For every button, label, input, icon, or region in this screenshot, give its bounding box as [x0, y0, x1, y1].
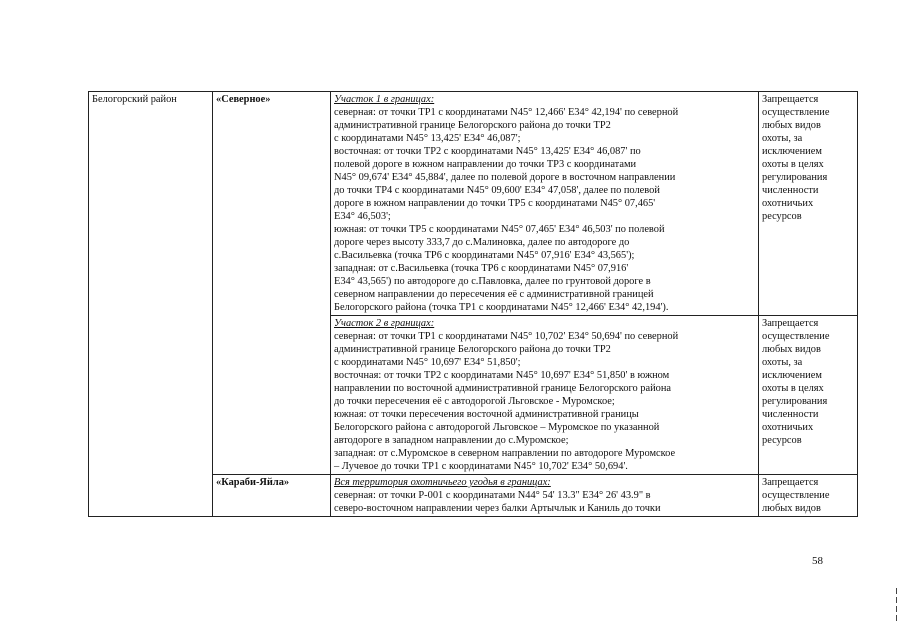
boundary-line: южная: от точки пересечения восточной административной границы: [334, 409, 639, 420]
restriction-line: охоты в целях: [762, 159, 824, 170]
restriction-line: осуществление: [762, 490, 830, 501]
boundary-line: дороге в южном направлении до точки ТР5 с координатами N45° 07,465': [334, 198, 656, 209]
restriction-cell: [759, 316, 858, 475]
boundary-line: с координатами N45° 13,425' E34° 46,087';: [334, 133, 521, 144]
restriction-cell: [759, 92, 858, 316]
boundary-line: полевой дороге в южном направлении до точки ТР3 с координатами: [334, 159, 637, 170]
boundary-line: административной границе Белогорского района до точки ТР2: [334, 120, 611, 131]
boundary-line: до точки ТР4 с координатами N45° 09,600' E34° 47,058', далее по полевой: [334, 185, 660, 196]
boundary-line: N45° 09,674' E34° 45,884', далее по полевой дороге в восточном направлении: [334, 172, 676, 183]
boundary-line: E34° 46,503';: [334, 211, 391, 222]
restriction-line: любых видов: [762, 120, 821, 131]
restriction-line: охоты, за: [762, 133, 803, 144]
boundary-description: [331, 92, 759, 316]
section-title: Участок 1 в границах:: [334, 94, 435, 105]
boundary-line: E34° 43,565') по автодороге до с.Павловка, далее по грунтовой дороге в: [334, 276, 651, 287]
restriction-line: численности: [762, 409, 819, 420]
restriction-line: регулирования: [762, 172, 828, 183]
restriction-line: осуществление: [762, 331, 830, 342]
boundary-line: дороге через высоту 333,7 до с.Малиновка, далее по автодороге до: [334, 237, 630, 248]
boundary-line: северная: от точки ТР1 с координатами N45° 12,466' E34° 42,194' по северной: [334, 107, 679, 118]
restriction-line: исключением: [762, 370, 822, 381]
boundary-line: Белогорского района с автодорогой Льговское – Муромское по указанной: [334, 422, 660, 433]
restriction-line: любых видов: [762, 344, 821, 355]
scan-edge-marks: [893, 585, 899, 625]
restriction-line: охоты в целях: [762, 383, 824, 394]
restriction-line: Запрещается: [762, 94, 819, 105]
restriction-line: ресурсов: [762, 211, 802, 222]
restriction-line: охотничьих: [762, 422, 814, 433]
boundary-line: с.Васильевка (точка ТР6 с координатами N45° 07,916' E34° 43,565');: [334, 250, 635, 261]
boundary-line: автодороге в западном направлении до с.Муромское;: [334, 435, 569, 446]
boundary-line: восточная: от точки ТР2 с координатами N45° 10,697' E34° 51,850' в южном: [334, 370, 670, 381]
boundary-line: северном направлении до пересечения её с административной границей: [334, 289, 654, 300]
restriction-line: ресурсов: [762, 435, 802, 446]
boundary-description: [331, 316, 759, 475]
restriction-line: численности: [762, 185, 819, 196]
restriction-line: Запрещается: [762, 318, 819, 329]
restriction-line: любых видов: [762, 503, 821, 514]
boundary-line: направлении по восточной административной границе Белогорского района: [334, 383, 672, 394]
boundary-description: [331, 475, 759, 517]
restriction-line: регулирования: [762, 396, 828, 407]
boundary-line: до точки пересечения её с автодорогой Льговское - Муромское;: [334, 396, 615, 407]
boundary-line: западная: от с.Васильевка (точка ТР6 с координатами N45° 07,916': [334, 263, 629, 274]
boundary-line: северная: от точки ТР1 с координатами N45° 10,702' E34° 50,694' по северной: [334, 331, 679, 342]
restriction-line: исключением: [762, 146, 822, 157]
boundary-line: административной границе Белогорского района до точки ТР2: [334, 344, 611, 355]
restriction-line: осуществление: [762, 107, 830, 118]
restriction-line: Запрещается: [762, 477, 819, 488]
hunting-ground-name: «Северное»: [213, 92, 331, 475]
boundary-line: Белогорского района (точка ТР1 с координатами N45° 12,466' E34° 42,194').: [334, 302, 669, 313]
boundary-line: с координатами N45° 10,697' E34° 51,850';: [334, 357, 521, 368]
boundary-line: южная: от точки ТР5 с координатами N45° 07,465' E34° 46,503' по полевой: [334, 224, 665, 235]
boundary-line: западная: от с.Муромское в северном направлении по автодороге Муромское: [334, 448, 676, 459]
section-title: Вся территория охотничьего угодья в границах:: [334, 477, 551, 488]
boundary-line: северо-восточном направлении через балки Артычлык и Каниль до точки: [334, 503, 661, 514]
section-title: Участок 2 в границах:: [334, 318, 435, 329]
page-number: 58: [812, 555, 823, 567]
district-cell: Белогорский район: [89, 92, 213, 517]
restriction-line: охоты, за: [762, 357, 803, 368]
restriction-line: охотничьих: [762, 198, 814, 209]
boundary-line: северная: от точки Р-001 с координатами N44° 54' 13.3" E34° 26' 43.9" в: [334, 490, 651, 501]
boundary-line: – Лучевое до точки ТР1 с координатами N45° 10,702' E34° 50,694'.: [334, 461, 628, 472]
restriction-cell: [759, 475, 858, 517]
hunting-ground-name: «Караби-Яйла»: [213, 475, 331, 517]
hunting-grounds-table: [88, 91, 858, 517]
table-row: [89, 92, 858, 316]
boundary-line: восточная: от точки ТР2 с координатами N45° 13,425' E34° 46,087' по: [334, 146, 641, 157]
